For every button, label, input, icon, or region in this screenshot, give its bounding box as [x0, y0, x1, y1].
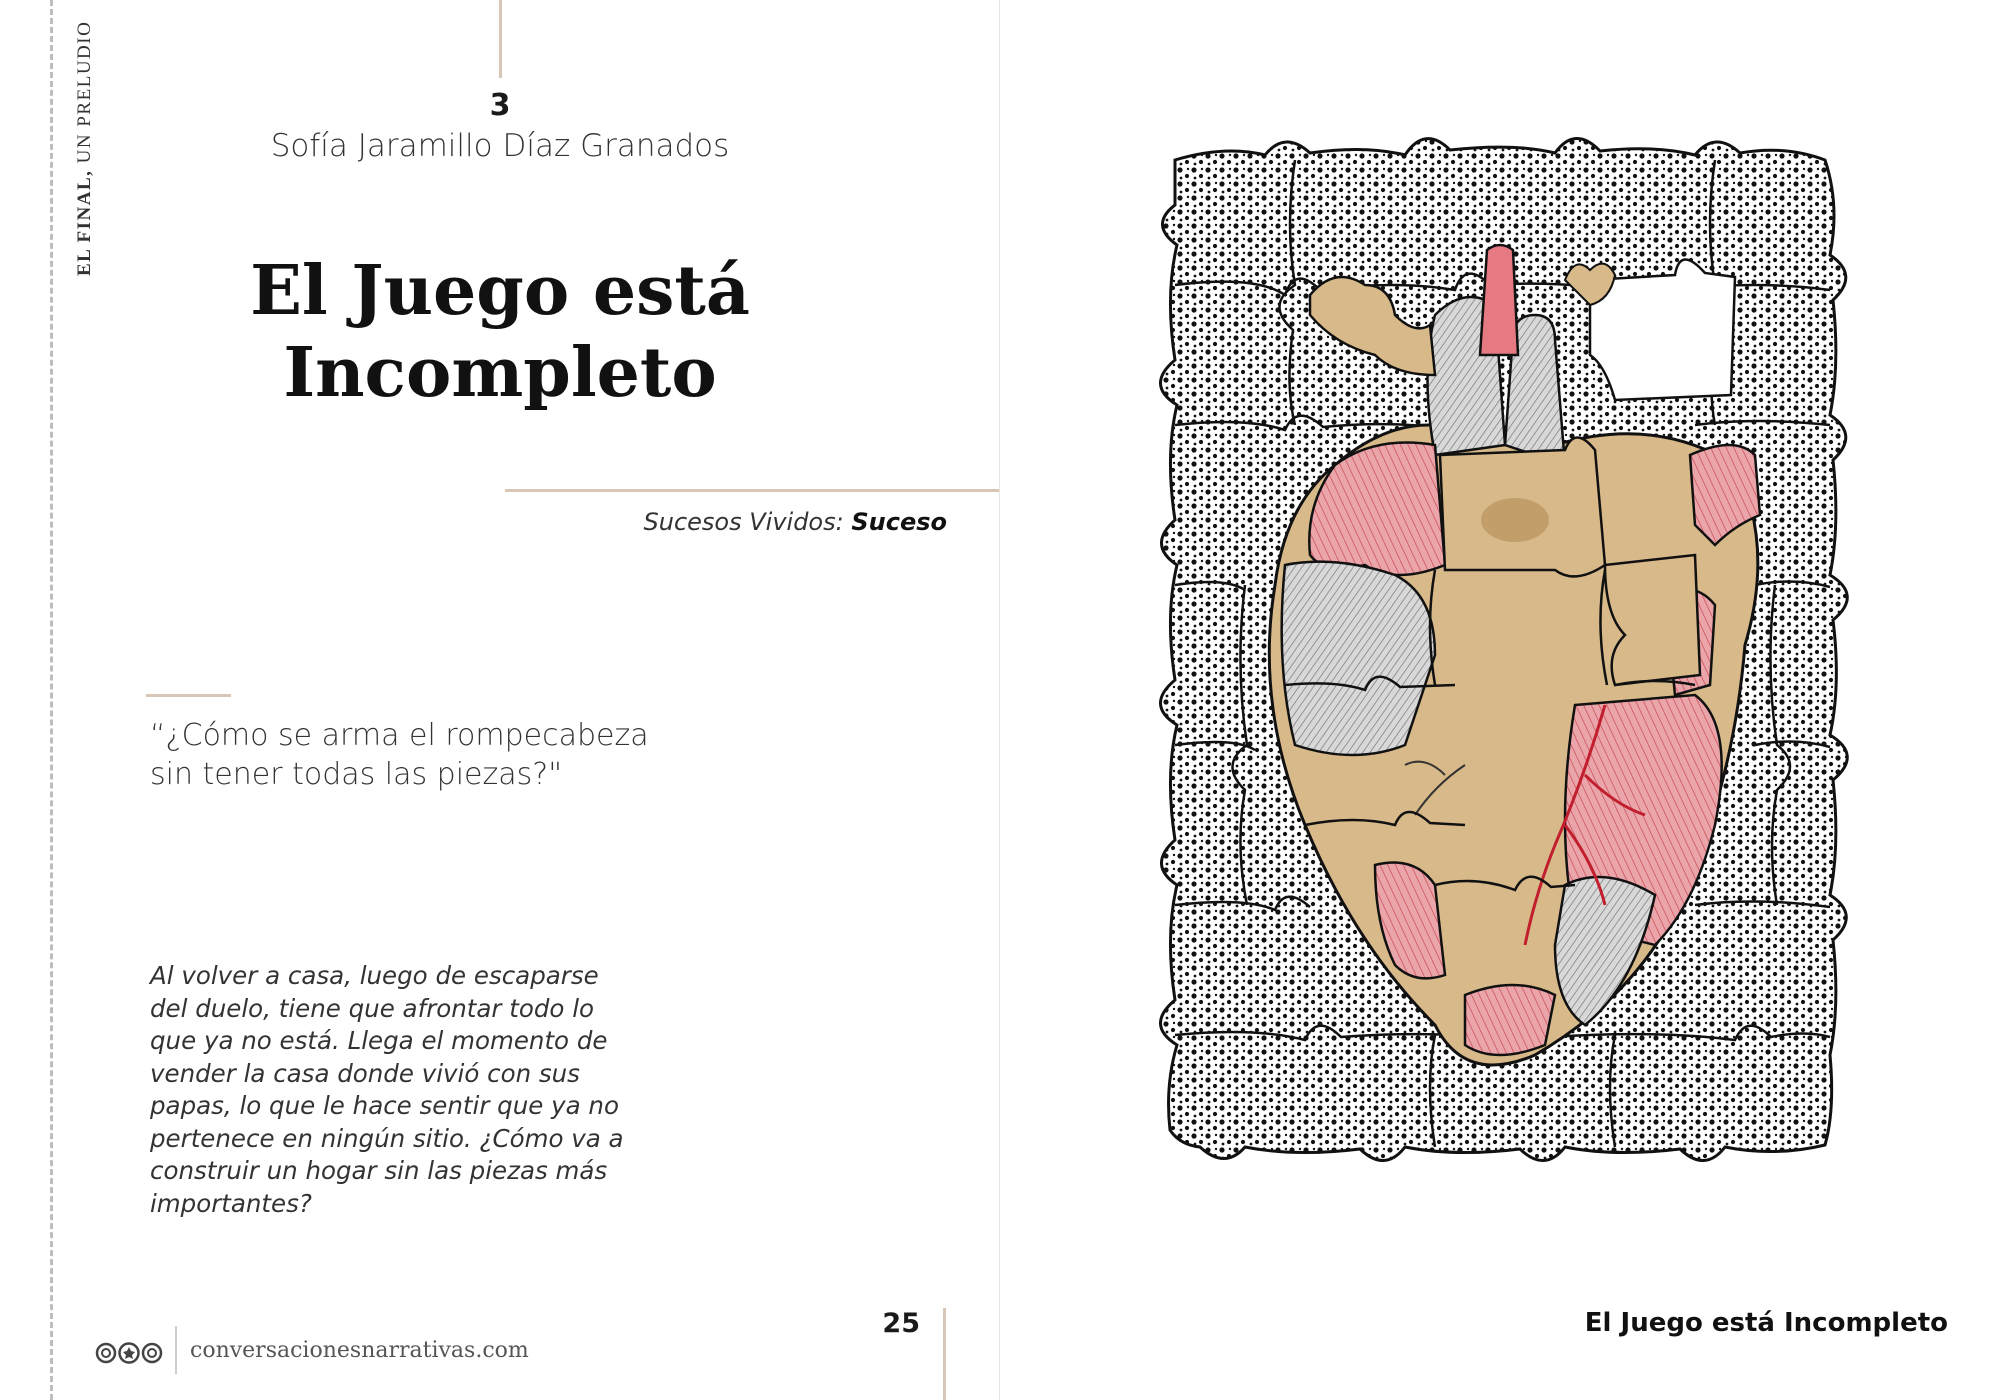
chapter-number: 3	[489, 88, 511, 123]
category-label: Sucesos Vividos:	[643, 508, 852, 536]
pull-quote: “¿Cómo se arma el rompecabeza sin tener todas las piezas?"	[150, 718, 649, 792]
story-title	[200, 250, 800, 414]
website-link[interactable]: conversacionesnarrativas.com	[190, 1338, 529, 1363]
top-divider	[499, 0, 502, 78]
category-line	[560, 508, 947, 536]
category-divider	[505, 489, 1000, 492]
section-side-label	[70, 20, 100, 284]
author-name: Sofía Jaramillo Díaz Granados	[270, 128, 730, 164]
three-circles-logo-icon	[95, 1339, 163, 1367]
quote-divider	[146, 694, 231, 697]
story-title-line-2: Incompleto	[283, 333, 717, 413]
story-title-line-1: El Juego está	[250, 251, 750, 331]
dashed-margin-line	[50, 0, 53, 1400]
story-summary: Al volver a casa, luego de escaparse del duelo, tiene que afrontar todo lo que ya no está. Llega el momento de vender la casa donde vivió con sus papas, lo que le hace sentir que ya no pertenece en ningún sitio. ¿Cómo va a construir un hogar sin las piezas más importantes?	[150, 961, 624, 1218]
page-number-divider	[943, 1308, 946, 1400]
side-label-bold: EL FINAL,	[74, 169, 95, 276]
footer-separator	[175, 1326, 177, 1374]
running-title: El Juego está Incompleto	[1584, 1308, 1948, 1338]
category-value: Suceso	[851, 508, 947, 536]
anatomical-heart-puzzle-illustration	[1135, 125, 1875, 1175]
side-label-regular: UN PRELUDIO	[74, 20, 95, 170]
page-number: 25	[882, 1308, 920, 1339]
